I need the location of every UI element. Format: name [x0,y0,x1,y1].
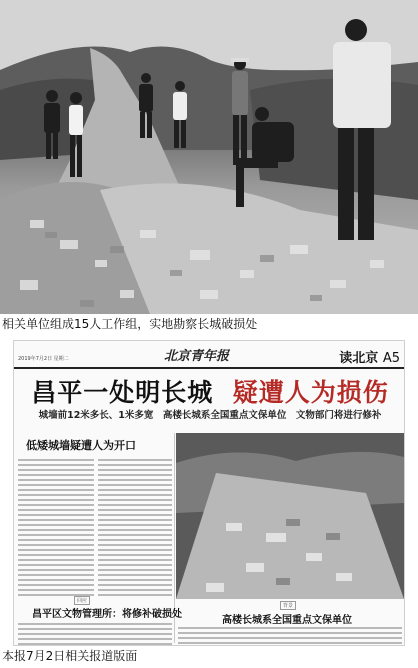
bottom-right-text [178,627,402,646]
headline-part2: 疑遭人为损伤 [232,378,389,407]
bottom-left-article-title: 昌平区文物管理所：将修补破损处 [32,609,182,620]
page-number: A5 [382,351,400,366]
bottom-caption: 本报7月2日相关报道版面 [2,649,138,663]
left-column-text-b [98,459,172,599]
left-article-title: 低矮城墙疑遭人为开口 [26,439,136,452]
response-tag: 回应 [74,596,90,605]
top-photo-caption: 相关单位组成15人工作组，实地勘察长城破损处 [2,317,258,331]
article-photo [176,433,404,599]
bottom-left-text [18,623,172,646]
damaged-wall-photo [176,433,404,599]
background-tag: 背景 [280,601,296,610]
bottom-right-article-title: 高楼长城系全国重点文保单位 [222,615,352,626]
masthead-logo: 北京青年报 [164,349,230,364]
subheadline: 城墙前12米多长、1米多宽 高楼长城系全国重点文保单位 文物部门将进行修补 [38,410,382,421]
section-label [339,347,400,366]
newspaper-header [14,341,405,369]
section-name: 读北京 [339,351,379,366]
headline-part1: 昌平一处明长城 [31,378,214,407]
headline [14,373,405,409]
top-photo [0,0,418,314]
great-wall-inspection-photo [0,0,418,314]
left-column-text-a [18,459,94,599]
newspaper-page [13,340,405,646]
issue-date: 2019年7月2日 星期二 [18,356,69,362]
